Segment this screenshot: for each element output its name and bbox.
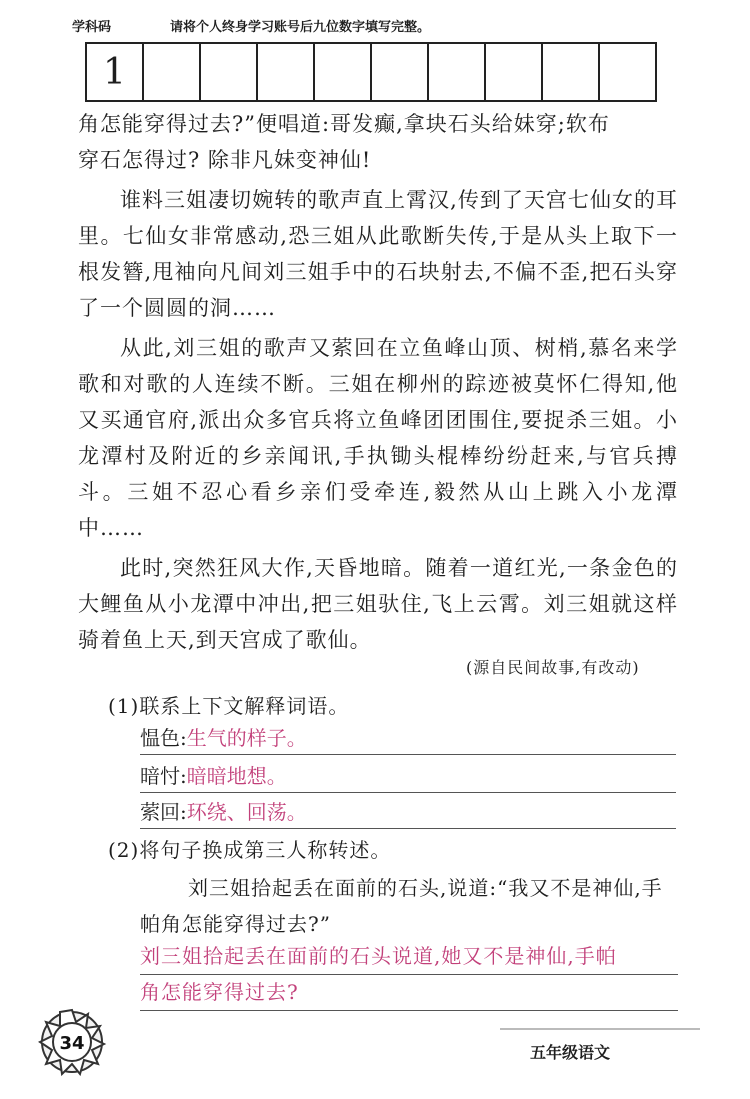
answer-line-3[interactable] bbox=[140, 796, 676, 829]
vocab-word: 愠色: bbox=[140, 726, 187, 750]
code-box-empty[interactable] bbox=[427, 42, 486, 102]
subject-code-label: 学科码 bbox=[72, 20, 112, 35]
quote-sentence bbox=[140, 870, 680, 942]
passage-paragraph: 从此,刘三姐的歌声又萦回在立鱼峰山顶、树梢,慕名来学歌和对歌的人连续不断。三姐在柳州的踪迹被莫怀仁得知,他又买通官府,派出众多官兵将立鱼峰团团围住,要捉杀三姐。小龙潭村及附近的乡亲闻讯,手执锄头棍棒纷纷赶来,与官兵搏斗。三姐不忍心看乡亲们受牵连,毅然从山上跳入小龙潭中…… bbox=[78, 336, 678, 540]
grade-subject-label: 五年级语文 bbox=[530, 1043, 611, 1062]
code-box-1: 1 bbox=[85, 42, 144, 102]
code-box-empty[interactable] bbox=[484, 42, 543, 102]
answer-line-4[interactable]: 刘三姐拾起丢在面前的石头说道,她又不是神仙,手帕 bbox=[140, 938, 678, 975]
passage-line: 穿石怎得过? 除非凡妹变神仙! bbox=[78, 148, 372, 172]
passage-paragraph: 此时,突然狂风大作,天昏地暗。随着一道红光,一条金色的大鲤鱼从小龙潭中冲出,把三姐驮住,飞上云霄。刘三姐就这样骑着鱼上天,到天宫成了歌仙。 bbox=[78, 556, 678, 652]
code-box-empty[interactable] bbox=[199, 42, 258, 102]
page-number-badge-icon bbox=[36, 1006, 108, 1078]
vocab-answer: 生气的样子。 bbox=[186, 726, 307, 750]
code-box-empty[interactable] bbox=[541, 42, 600, 102]
account-instruction: 请将个人终身学习账号后九位数字填写完整。 bbox=[170, 20, 431, 35]
vocab-word: 萦回: bbox=[140, 800, 187, 824]
account-code-boxes bbox=[85, 42, 657, 102]
code-box-empty[interactable] bbox=[256, 42, 315, 102]
page-number: 34 bbox=[59, 1033, 85, 1054]
quote-text: 刘三姐拾起丢在面前的石头,说道:“我又不是神仙,手帕角怎能穿得过去?” bbox=[140, 876, 663, 936]
passage bbox=[78, 100, 678, 658]
vocab-word: 暗忖: bbox=[140, 764, 187, 788]
passage-source: (源自民间故事,有改动) bbox=[466, 658, 640, 677]
vocab-answer: 暗暗地想。 bbox=[186, 764, 287, 788]
answer-line-1[interactable] bbox=[140, 722, 676, 755]
code-box-empty[interactable] bbox=[598, 42, 657, 102]
vocab-answer: 环绕、回荡。 bbox=[186, 800, 307, 824]
footer-divider bbox=[500, 1028, 700, 1030]
passage-paragraph: 谁料三姐凄切婉转的歌声直上霄汉,传到了天宫七仙女的耳里。七仙女非常感动,恐三姐从此歌断失传,于是从头上取下一根发簪,甩袖向凡间刘三姐手中的石块射去,不偏不歪,把石头穿了一个圆圆的洞…… bbox=[78, 188, 678, 320]
code-box-empty[interactable] bbox=[142, 42, 201, 102]
question-2-prompt: (2)将句子换成第三人称转述。 bbox=[108, 838, 392, 862]
passage-line: 角怎能穿得过去?”便唱道:哥发癫,拿块石头给妹穿;软布 bbox=[78, 112, 610, 136]
code-box-empty[interactable] bbox=[370, 42, 429, 102]
code-box-empty[interactable] bbox=[313, 42, 372, 102]
answer-line-5[interactable]: 角怎能穿得过去? bbox=[140, 974, 678, 1011]
question-1-prompt: (1)联系上下文解释词语。 bbox=[108, 694, 350, 718]
answer-line-2[interactable] bbox=[140, 760, 676, 793]
